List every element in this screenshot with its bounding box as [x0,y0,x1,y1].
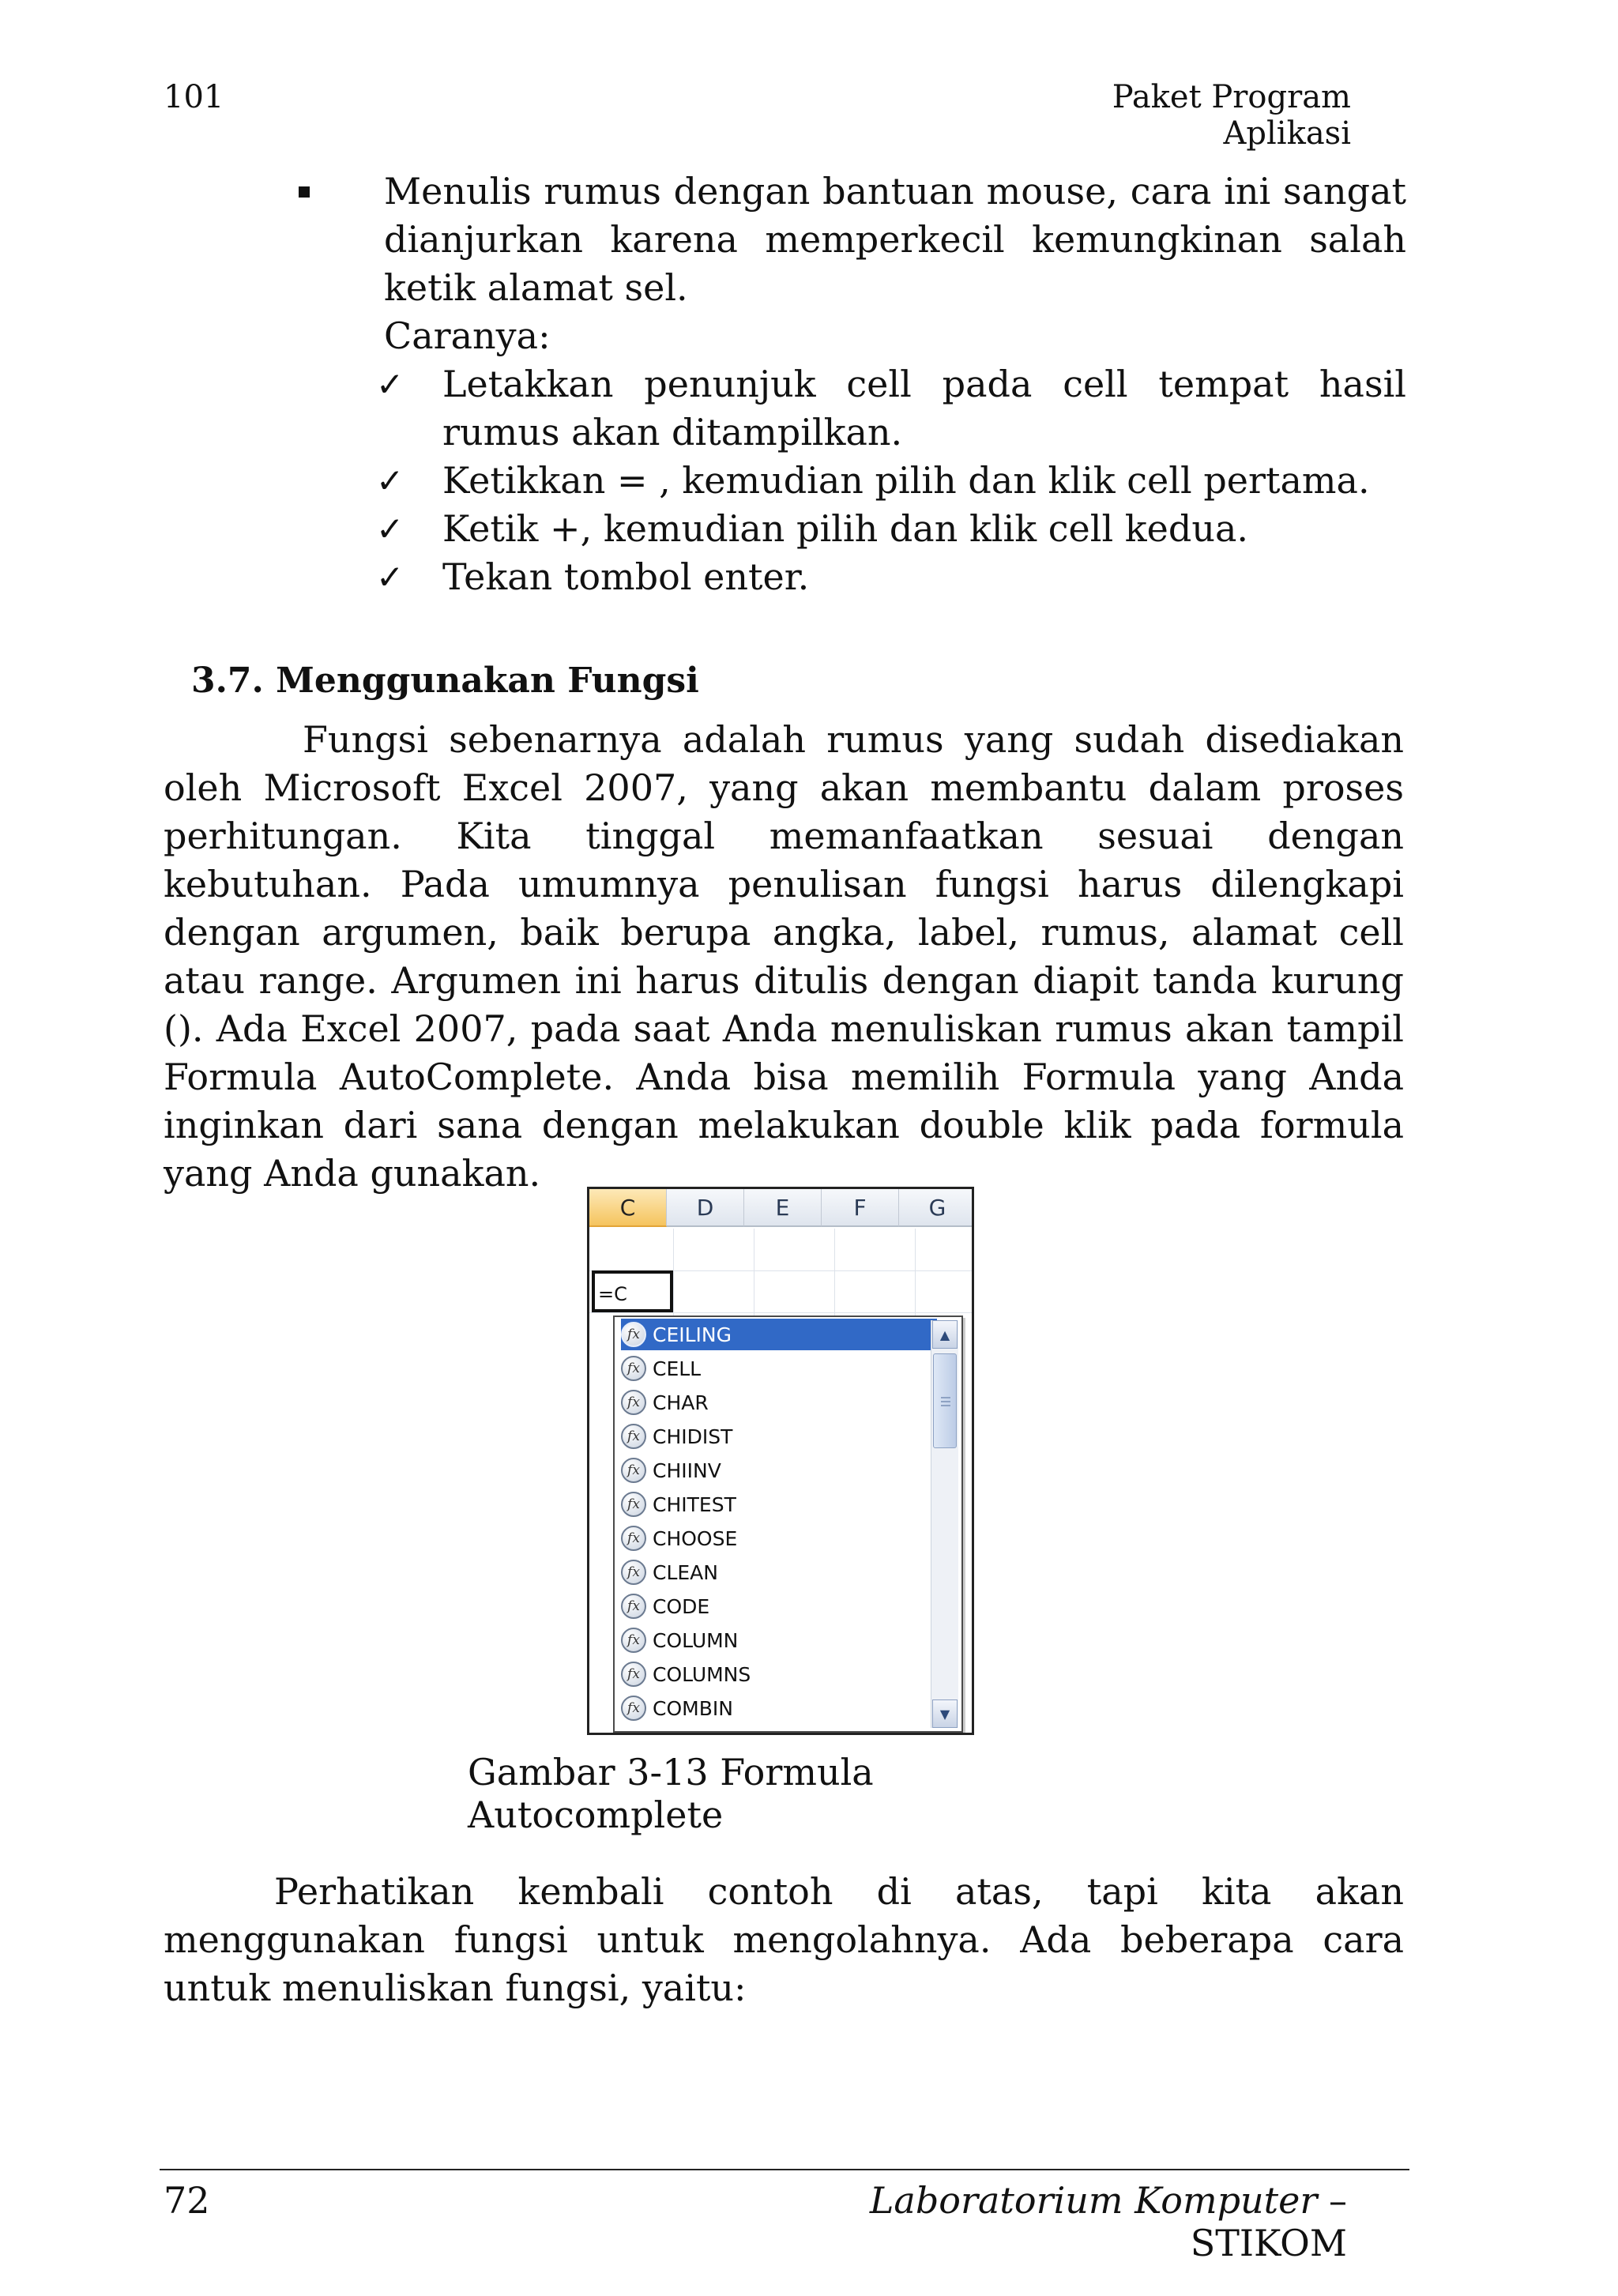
autocomplete-item[interactable] [621,1590,937,1622]
function-name: CLEAN [653,1560,718,1584]
function-icon: fx [621,1594,646,1619]
autocomplete-item[interactable] [621,1387,937,1418]
function-name: CODE [653,1594,710,1618]
step-text: Ketik +, kemudian pilih dan klik cell kedua. [442,507,1248,550]
column-header-c[interactable]: C [589,1189,667,1227]
figure-caption: Gambar 3-13 Formula Autocomplete [468,1751,874,1836]
column-header-f[interactable]: F [822,1189,899,1227]
section-heading: 3.7. Menggunakan Fungsi [191,661,699,701]
step-item [300,457,1406,505]
autocomplete-item[interactable] [621,1658,937,1690]
section-paragraph: Fungsi sebenarnya adalah rumus yang sudah disediakan oleh Microsoft Excel 2007, yang akan membantu dalam proses perhitungan. Kita tinggal memanfaatkan sesuai dengan kebutuhan. Pada umumnya penulisan fungsi harus dilengkapi dengan argumen, baik berupa angka, label, rumus, alamat cell atau range. Argumen ini harus ditulis dengan diapit tanda kurung (). Ada Excel 2007, pada saat Anda menuliskan rumus akan tampil Formula AutoComplete. Anda bisa memilih Formula yang Anda inginkan dari sana dengan melakukan double klik pada formula yang Anda gunakan. [164,718,1404,1195]
footer-separator: – [1317,2179,1347,2222]
function-name: CHAR [653,1391,709,1414]
function-icon: fx [621,1322,646,1347]
function-icon: fx [621,1356,646,1381]
function-name: CHIDIST [653,1425,733,1448]
function-name: CHITEST [653,1492,736,1516]
checkmark-icon: ✓ [376,365,404,404]
footer-divider [160,2169,1409,2170]
grip-icon [941,1405,950,1406]
function-name: CELL [653,1357,702,1380]
function-icon: fx [621,1628,646,1653]
step-item [300,360,1406,457]
column-header-d[interactable]: D [667,1189,744,1227]
checkmark-icon: ✓ [376,461,404,500]
autocomplete-scrollbar[interactable] [931,1320,958,1728]
step-item [300,505,1406,553]
autocomplete-item[interactable] [621,1421,937,1452]
grid-line [673,1229,674,1315]
autocomplete-item[interactable] [621,1556,937,1588]
autocomplete-item[interactable] [621,1624,937,1656]
steps-label: Caranya: [384,314,551,357]
active-cell-input[interactable]: =C [592,1270,673,1312]
column-header-g[interactable]: G [899,1189,974,1227]
grid-line [915,1229,916,1315]
header-page-number: 101 [164,79,224,115]
function-icon: fx [621,1560,646,1585]
chevron-down-icon: ▼ [939,1706,950,1722]
autocomplete-item[interactable] [621,1523,937,1554]
function-icon: fx [621,1662,646,1687]
header-book-title: Paket Program Aplikasi [1112,79,1351,152]
function-name: CHOOSE [653,1526,738,1550]
step-item [300,553,1406,601]
grip-icon [941,1401,950,1402]
grid-line [834,1229,835,1315]
step-text: Ketikkan = , kemudian pilih dan klik cell pertama. [442,459,1370,502]
checkmark-icon: ✓ [376,510,404,548]
autocomplete-item[interactable] [621,1455,937,1486]
function-icon: fx [621,1492,646,1517]
function-icon: fx [621,1696,646,1721]
step-text: Tekan tombol enter. [442,555,810,598]
function-name: CHIINV [653,1459,721,1482]
grid-row [589,1229,974,1271]
footer-credit [711,2179,1347,2264]
autocomplete-item[interactable] [621,1353,937,1384]
function-name: COLUMNS [653,1662,751,1686]
function-icon: fx [621,1458,646,1483]
scroll-thumb[interactable] [933,1353,957,1448]
bullet-block [300,167,1406,601]
bullet-text: Menulis rumus dengan bantuan mouse, cara ini sangat dianjurkan karena memperkecil kemungkinan salah ketik alamat sel. [384,170,1406,309]
checkmark-icon: ✓ [376,558,404,597]
chevron-up-icon: ▲ [939,1327,950,1342]
autocomplete-item[interactable] [621,1489,937,1520]
autocomplete-item[interactable] [621,1319,937,1350]
function-name: CEILING [653,1323,732,1346]
column-header-e[interactable]: E [744,1189,822,1227]
function-icon: fx [621,1390,646,1415]
function-name: COMBIN [653,1696,733,1720]
scroll-down-button[interactable] [932,1699,958,1728]
step-text: Letakkan penunjuk cell pada cell tempat hasil rumus akan ditampilkan. [442,363,1406,454]
closing-paragraph: Perhatikan kembali contoh di atas, tapi kita akan menggunakan fungsi untuk mengolahnya. Ada beberapa cara untuk menuliskan fungsi, yaitu: [164,1870,1404,2009]
footer-page-number: 72 [164,2179,210,2222]
column-headers [589,1189,974,1229]
autocomplete-figure [587,1187,974,1735]
steps-list [300,360,1406,601]
footer-institution: STIKOM [1190,2222,1347,2264]
function-name: COLUMN [653,1628,739,1652]
footer-lab: Laboratorium Komputer [869,2179,1318,2222]
grip-icon [941,1397,950,1398]
autocomplete-item[interactable] [621,1692,937,1724]
square-bullet-icon [299,186,310,198]
function-icon: fx [621,1424,646,1449]
scroll-up-button[interactable] [932,1320,958,1349]
function-icon: fx [621,1526,646,1551]
autocomplete-list [613,1315,963,1733]
